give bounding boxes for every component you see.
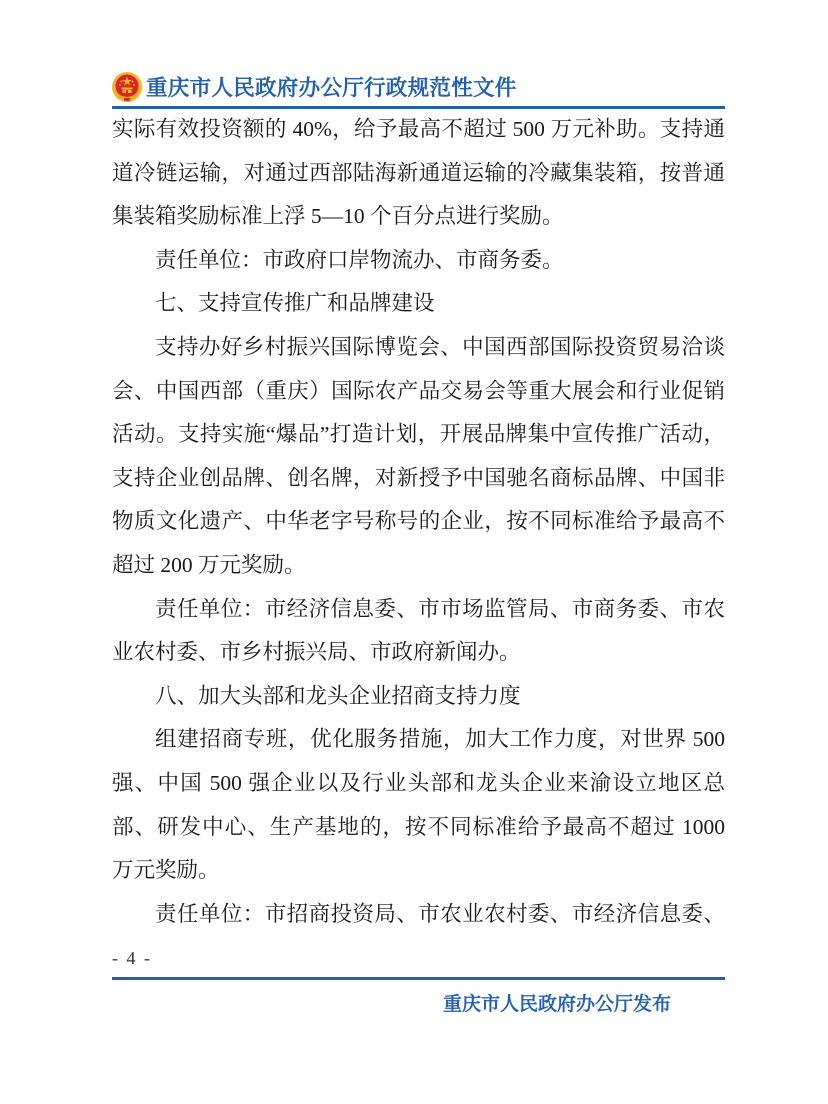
text-line: 支持办好乡村振兴国际博览会、中国西部国际投资贸易洽谈 [155,334,725,359]
text-line: 支持企业创品牌、创名牌，对新授予中国驰名商标品牌、中国非 [112,465,725,490]
section-heading-8: 八、加大头部和龙头企业招商支持力度 [155,683,521,708]
page-number: - 4 - [112,948,152,968]
text-line: 组建招商专班，优化服务措施，加大工作力度，对世界 500 [155,727,725,752]
text-line: 实际有效投资额的 40%，给予最高不超过 500 万元补助。支持通 [112,117,725,141]
text-line: 道冷链运输，对通过西部陆海新通道运输的冷藏集装箱，按普通 [112,160,725,185]
text-line: 强、中国 500 强企业以及行业头部和龙头企业来渝设立地区总 [112,770,725,795]
text-line: 业农村委、市乡村振兴局、市政府新闻办。 [112,640,521,665]
national-emblem-icon [111,71,143,103]
text-line: 部、研发中心、生产基地的，按不同标准给予最高不超过 1000 [112,814,725,839]
responsible-unit-line: 责任单位：市招商投资局、市农业农村委、市经济信息委、 [155,901,725,926]
text-line: 物质文化遗产、中华老字号称号的企业，按不同标准给予最高不 [112,509,725,534]
text-line: 超过 200 万元奖励。 [112,552,306,577]
responsible-unit-line: 责任单位：市政府口岸物流办、市商务委。 [155,247,564,272]
text-line: 集装箱奖励标准上浮 5—10 个百分点进行奖励。 [112,204,564,229]
text-line: 活动。支持实施“爆品”打造计划，开展品牌集中宣传推广活动， [112,422,725,447]
text-line: 万元奖励。 [112,858,220,883]
header-title: 重庆市人民政府办公厅行政规范性文件 [146,76,517,100]
footer-rule [112,977,725,980]
section-heading-7: 七、支持宣传推广和品牌建设 [155,291,435,316]
responsible-unit-line: 责任单位：市经济信息委、市市场监管局、市商务委、市农 [155,596,725,621]
document-body [112,108,725,936]
text-line: 会、中国西部（重庆）国际农产品交易会等重大展会和行业促销 [112,378,725,403]
footer-publisher: 重庆市人民政府办公厅发布 [443,994,672,1015]
